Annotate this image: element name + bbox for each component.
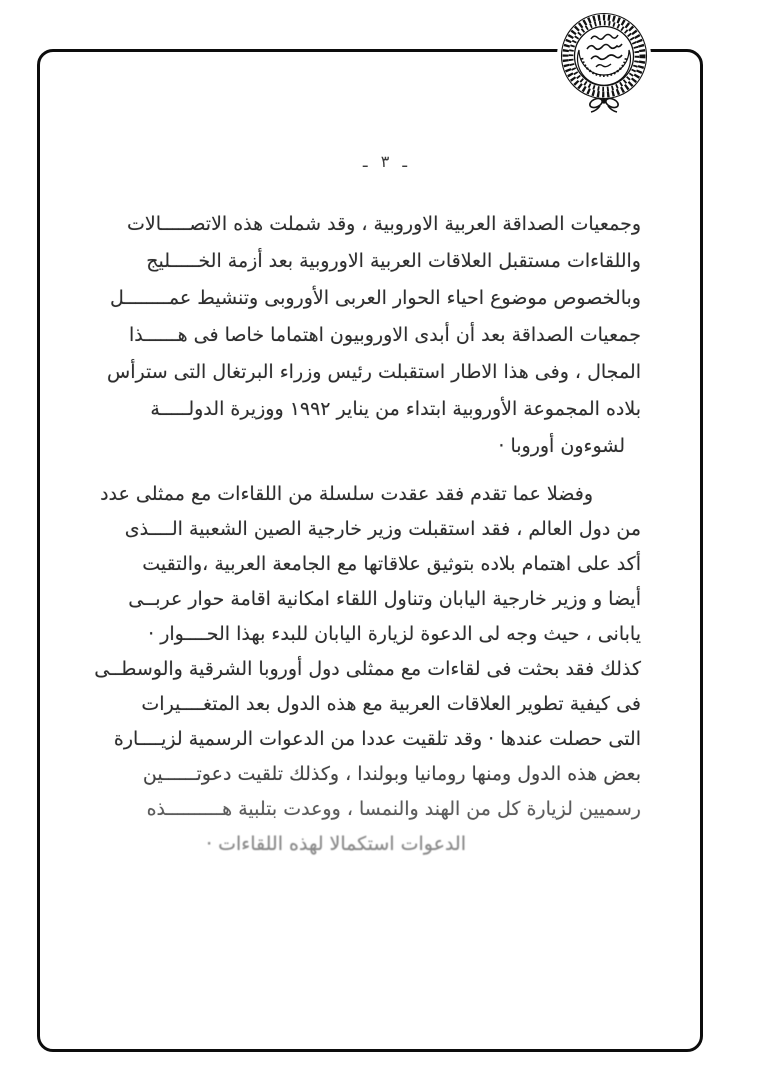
text-line: الدعوات استكمالا لهذه اللقاءات ·	[206, 833, 466, 855]
text-line: أكد على اهتمام بلاده بتوثيق علاقاتها مع الجامعة العربية ،والتقيت	[142, 553, 641, 575]
text-line: من دول العالم ، فقد استقبلت وزير خارجية الصين الشعبية الــــذى	[124, 518, 641, 540]
text-line: فى كيفية تطوير العلاقات العربية مع هذه الدول بعد المتغــــيرات	[141, 693, 641, 715]
text-line: بعض هذه الدول ومنها رومانيا وبولندا ، وكذلك تلقيت دعوتــــــين	[142, 763, 641, 785]
text-line: وجمعيات الصداقة العربية الاوروبية ، وقد شملت هذه الاتصـــــالات	[126, 213, 641, 235]
text-line: بلاده المجموعة الأوروبية ابتداء من يناير ١٩٩٢ ووزيرة الدولـــــة	[150, 398, 641, 420]
text-line: وبالخصوص موضوع احياء الحوار العربى الأوروبى وتنشيط عمــــــــل	[110, 287, 641, 309]
text-line: وفضلا عما تقدم فقد عقدت سلسلة من اللقاءات مع ممثلى عدد	[100, 483, 593, 505]
text-line: لشوءون أوروبا ·	[498, 435, 625, 457]
text-line: التى حصلت عندها · وقد تلقيت عددا من الدعوات الرسمية لزيــــارة	[113, 728, 641, 750]
text-line: رسميين لزيارة كل من الهند والنمسا ، ووعدت بتلبية هــــــــــذه	[146, 798, 641, 820]
text-line: أيضا و وزير خارجية اليابان وتناول اللقاء امكانية اقامة حوار عربــى	[128, 588, 641, 610]
text-line: يابانى ، حيث وجه لى الدعوة لزيارة اليابان للبدء بهذا الحــــوار ·	[148, 623, 641, 645]
text-line: كذلك فقد بحثت فى لقاءات مع ممثلى دول أوروبا الشرقية والوسطــى	[94, 658, 641, 680]
text-line: جمعيات الصداقة بعد أن أبدى الاوروبيون اهتماما خاصا فى هــــــذا	[128, 324, 641, 346]
arab-league-emblem-icon	[556, 6, 652, 116]
paragraph-world-meetings	[94, 477, 641, 862]
text-line: المجال ، وفى هذا الاطار استقبلت رئيس وزراء البرتغال التى سترأس	[107, 361, 641, 383]
paragraph-europe-relations	[107, 206, 641, 465]
text-line: واللقاءات مستقبل العلاقات العربية الاوروبية بعد أزمة الخـــــليج	[146, 250, 641, 272]
page-number: ـ ٣ ـ	[362, 152, 408, 171]
